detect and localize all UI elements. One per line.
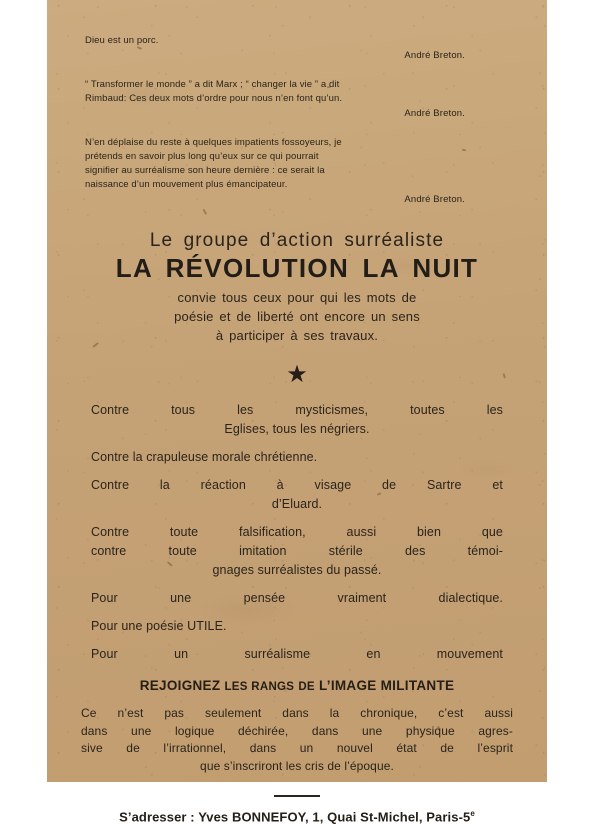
epigraph-2	[85, 78, 509, 121]
platform-item-line: Pour un surréalisme en mouvement	[91, 647, 503, 661]
platform-item	[91, 589, 503, 608]
epigraph-3-line-2: prétends en savoir plus long qu’eux sur ce qui pourrait	[85, 151, 319, 162]
contact-address-superscript: e	[470, 809, 475, 818]
platform-item-line: Pour une pensée vraiment dialectique.	[91, 591, 503, 605]
epigraph-2-line-1: “ Transformer le monde ” a dit Marx ; “ changer la vie ” a dit	[85, 79, 340, 90]
horizontal-rule	[274, 795, 320, 797]
star-icon: ★	[286, 361, 308, 388]
cta-word-4: L’IMAGE MILITANTE	[318, 678, 455, 693]
masthead-eyebrow: Le groupe d’action surréaliste	[149, 230, 445, 251]
closing-line-1: Ce n’est pas seulement dans la chronique, c’est aussi	[81, 706, 513, 720]
platform-item	[91, 617, 503, 636]
cta-word-3: DE	[298, 681, 315, 693]
masthead-body-line-2: poésie et de liberté ont encore un sens	[174, 309, 420, 324]
call-to-action-heading	[47, 678, 547, 693]
epigraph-3-line-4: naissance d’un mouvement plus émancipateur.	[85, 179, 288, 190]
platform-item-line: Contre tous les mysticismes, toutes les	[91, 403, 503, 417]
platform-item-line: Contre la crapuleuse morale chrétienne.	[91, 450, 318, 464]
epigraph-1-text: Dieu est un porc.	[85, 35, 159, 46]
poster-sheet	[47, 0, 547, 824]
platform-list	[47, 401, 547, 664]
platform-item	[91, 401, 503, 439]
masthead-title: LA RÉVOLUTION LA NUIT	[115, 253, 479, 283]
platform-item	[91, 645, 503, 664]
contact-address-text: S’adresser : Yves BONNEFOY, 1, Quai St-Michel, Paris-5	[119, 809, 471, 824]
epigraph-3-line-3: signifier au surréalisme son heure dernière : ce serait la	[85, 165, 325, 176]
epigraph-3-line-1: N’en déplaise du reste à quelques impatients fossoyeurs, je	[85, 137, 342, 148]
platform-item	[91, 476, 503, 514]
epigraph-1	[85, 34, 509, 63]
epigraphs-section	[47, 0, 547, 207]
epigraph-3-signature: André Breton.	[404, 194, 465, 205]
horizontal-rule-container	[47, 784, 547, 802]
epigraph-spacer-2	[85, 123, 509, 136]
masthead-body-line-3: à participer à ses travaux.	[215, 328, 379, 343]
epigraph-spacer-1	[85, 65, 509, 78]
closing-paragraph	[47, 705, 547, 775]
masthead-body	[47, 288, 547, 345]
platform-item-line: gnages surréalistes du passé.	[212, 563, 382, 577]
contact-address	[47, 809, 547, 824]
platform-item-line: Pour une poésie UTILE.	[91, 619, 227, 633]
platform-item	[91, 448, 503, 467]
platform-item-line: Eglises, tous les négriers.	[224, 422, 370, 436]
platform-item	[91, 523, 503, 580]
epigraph-2-signature: André Breton.	[404, 108, 465, 119]
closing-line-2: dans une logique déchirée, dans une physique agres-	[81, 723, 513, 738]
masthead	[47, 229, 547, 345]
closing-line-3: sive de l’irrationnel, dans un nouvel état de l’esprit	[81, 741, 513, 755]
epigraph-2-line-2: Rimbaud: Ces deux mots d’ordre pour nous n’en font qu’un.	[85, 93, 343, 104]
epigraph-1-signature: André Breton.	[404, 50, 465, 61]
masthead-body-line-1: convie tous ceux pour qui les mots de	[177, 290, 417, 305]
platform-item-line: Contre toute falsification, aussi bien que	[91, 525, 503, 539]
cta-word-1: REJOIGNEZ	[139, 678, 221, 693]
epigraph-3	[85, 136, 509, 207]
platform-item-line: Contre la réaction à visage de Sartre et	[91, 478, 503, 492]
platform-item-line: d’Eluard.	[271, 497, 323, 511]
star-divider	[47, 363, 547, 387]
closing-line-4: que s’inscriront les cris de l’époque.	[200, 758, 394, 773]
platform-item-line: contre toute imitation stérile des témoi-	[91, 544, 503, 558]
cta-word-2: LES RANGS	[224, 681, 295, 693]
